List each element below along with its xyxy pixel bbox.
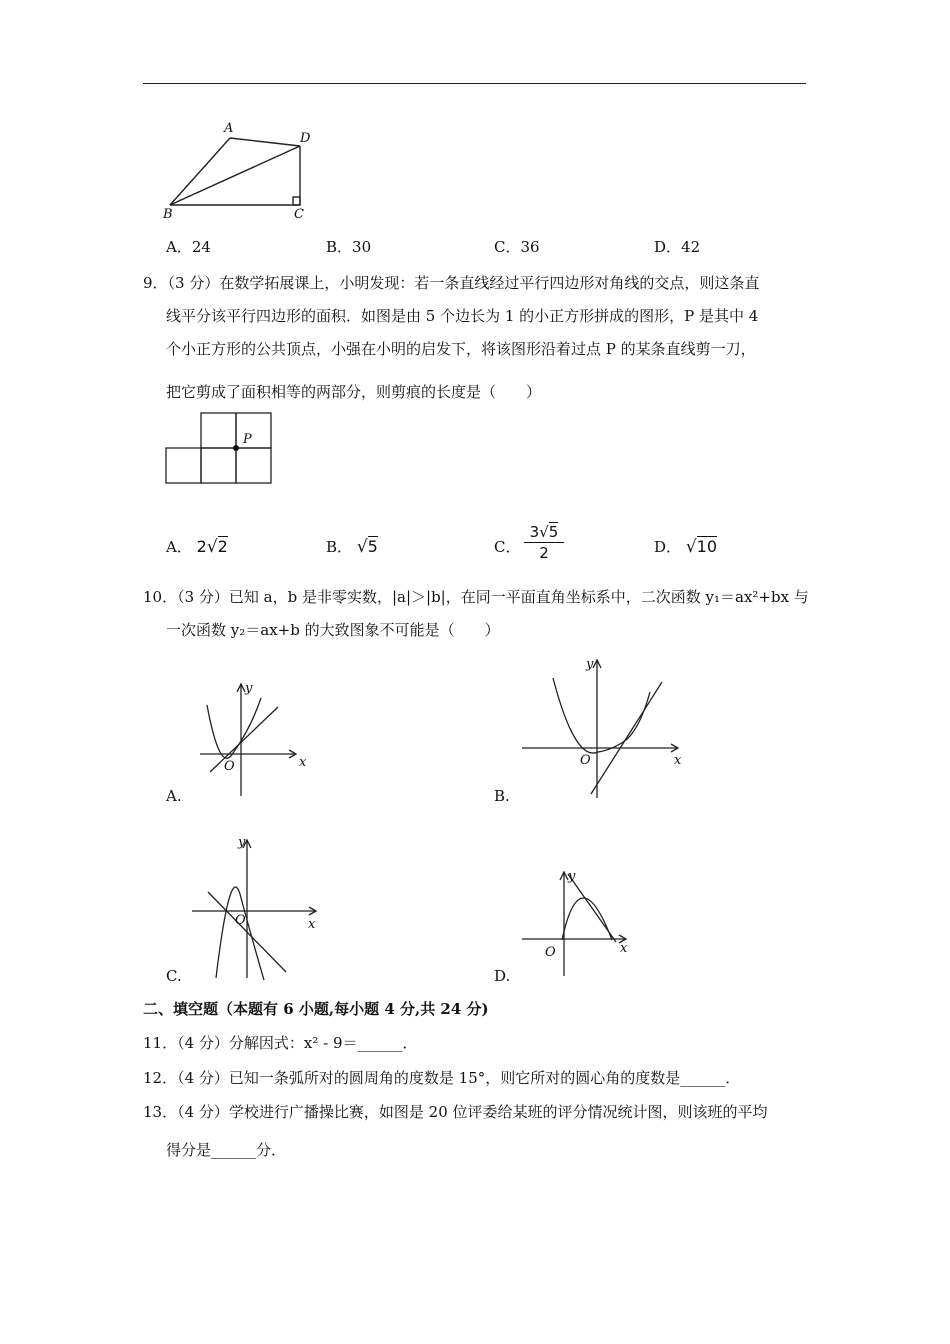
q12-text: 12．（4 分）已知一条弧所对的圆周角的度数是 15°，则它所对的圆心角的度数是______． bbox=[143, 1069, 741, 1087]
option-c-num-radicand: 5 bbox=[548, 523, 559, 541]
label-a: A bbox=[224, 121, 234, 136]
origin-label: O bbox=[580, 753, 591, 768]
origin-label: O bbox=[235, 913, 246, 928]
q9-line-3: 个小正方形的公共顶点，小强在小明的启发下，将该图形沿着过点 P 的某条直线剪一刀， bbox=[166, 340, 756, 358]
header-rule bbox=[143, 83, 806, 84]
q10-graph-d[interactable] bbox=[520, 866, 640, 978]
q13-line-1: 13．（4 分）学校进行广播操比赛，如图是 20 位评委给某班的评分情况统计图，则该班的平均 bbox=[143, 1103, 768, 1121]
label-d: D bbox=[300, 131, 311, 146]
q9-option-a[interactable]: A． 2√2 bbox=[166, 537, 228, 557]
q10-option-b[interactable]: B. bbox=[494, 787, 510, 805]
q10-graph-a[interactable] bbox=[195, 680, 325, 800]
label-p: P bbox=[243, 432, 252, 447]
option-b-prefix: B． bbox=[326, 538, 353, 556]
q8-quadrilateral-figure bbox=[160, 118, 320, 228]
q10-option-c[interactable]: C. bbox=[166, 967, 182, 985]
q10-graph-c[interactable] bbox=[190, 832, 330, 980]
axis-y-label: y bbox=[586, 657, 594, 672]
axis-y-label: y bbox=[245, 681, 253, 696]
q8-option-c[interactable]: C．36 bbox=[494, 238, 540, 256]
q13-line-2: 得分是______分． bbox=[166, 1141, 287, 1159]
label-c: C bbox=[294, 207, 304, 222]
option-a-coef: 2 bbox=[196, 537, 207, 556]
q9-line-4: 把它剪成了面积相等的两部分，则剪痕的长度是（ ） bbox=[166, 383, 542, 401]
option-c-denominator: 2 bbox=[539, 544, 549, 562]
option-a-radicand: 2 bbox=[217, 537, 228, 556]
option-d-prefix: D． bbox=[654, 538, 682, 556]
option-d-radicand: 10 bbox=[696, 537, 718, 556]
axis-x-label: x bbox=[674, 753, 682, 768]
q9-option-d[interactable]: D． √10 bbox=[654, 537, 718, 557]
q10-graph-b[interactable] bbox=[520, 652, 690, 802]
q9-line-1: 9．（3 分）在数学拓展课上，小明发现：若一条直线经过平行四边形对角线的交点，则这条直 bbox=[143, 274, 760, 292]
q11-text: 11．（4 分）分解因式：x² - 9＝______． bbox=[143, 1034, 418, 1052]
option-b-radicand: 5 bbox=[367, 537, 378, 556]
axis-y-label: y bbox=[238, 835, 246, 850]
q10-line-1: 10．（3 分）已知 a，b 是非零实数，|a|＞|b|，在同一平面直角坐标系中，二次函数 y₁＝ax²+bx 与 bbox=[143, 588, 809, 606]
q8-option-a[interactable]: A．24 bbox=[166, 238, 211, 256]
q10-option-d[interactable]: D. bbox=[494, 967, 511, 985]
origin-label: O bbox=[545, 945, 556, 960]
axis-x-label: x bbox=[620, 941, 628, 956]
q8-option-b[interactable]: B．30 bbox=[326, 238, 372, 256]
option-c-num-coef: 3 bbox=[529, 523, 540, 541]
axis-y-label: y bbox=[568, 869, 576, 884]
axis-x-label: x bbox=[308, 917, 316, 932]
section-heading: 二、填空题（本题有 6 小题,每小题 4 分,共 24 分) bbox=[143, 1000, 489, 1018]
origin-label: O bbox=[224, 759, 235, 774]
axis-x-label: x bbox=[299, 755, 307, 770]
q8-option-d[interactable]: D．42 bbox=[654, 238, 701, 256]
option-a-prefix: A． bbox=[166, 538, 192, 556]
q9-squares-figure bbox=[165, 412, 275, 487]
label-b: B bbox=[163, 207, 173, 222]
q10-option-a[interactable]: A. bbox=[166, 787, 182, 805]
q9-option-b[interactable]: B． √5 bbox=[326, 537, 378, 557]
option-c-prefix: C． bbox=[494, 538, 521, 556]
q9-line-2: 线平分该平行四边形的面积．如图是由 5 个边长为 1 的小正方形拼成的图形，P 是其中 4 bbox=[166, 307, 759, 325]
q10-line-2: 一次函数 y₂＝ax+b 的大致图象不可能是（ ） bbox=[166, 621, 500, 639]
